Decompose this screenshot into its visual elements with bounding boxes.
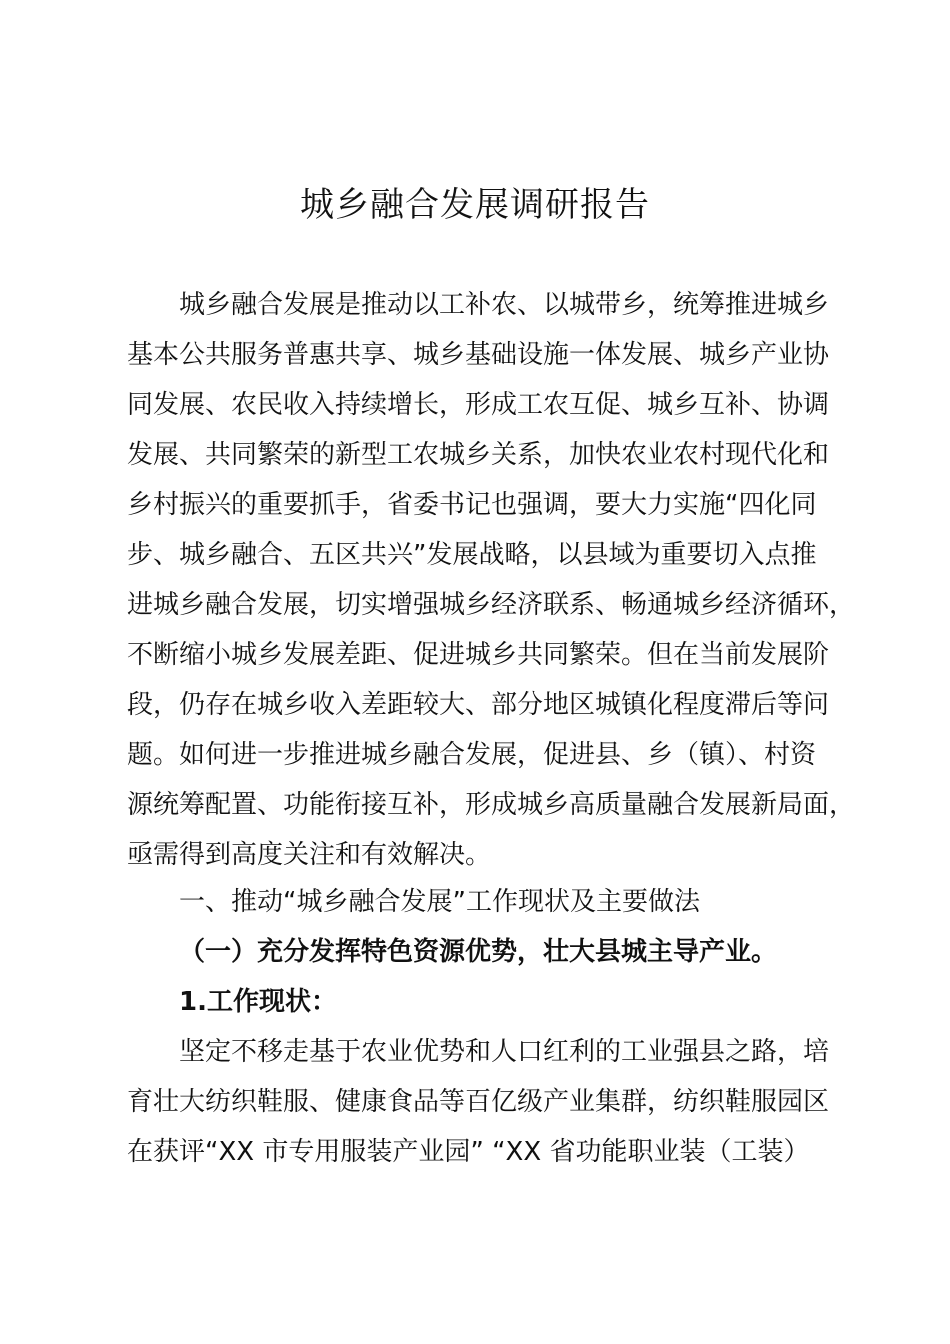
text-line: 题。如何进一步推进城乡融合发展，促进县、乡（镇）、村资 bbox=[127, 740, 817, 770]
text-line: 段，仍存在城乡收入差距较大、部分地区城镇化程度滞后等问 bbox=[127, 690, 830, 720]
text-line: 不断缩小城乡发展差距、促进城乡共同繁荣。但在当前发展阶 bbox=[127, 640, 830, 670]
text-line: 坚定不移走基于农业优势和人口红利的工业强县之路，培 bbox=[179, 1037, 830, 1067]
intro-paragraph bbox=[127, 280, 856, 880]
item-paragraph bbox=[127, 1027, 835, 1177]
text-line: 在获评“XX 市专用服装产业园” “XX 省功能职业装（工装） bbox=[127, 1137, 810, 1167]
document-title: 城乡融合发展调研报告 bbox=[300, 185, 650, 225]
text-line: 基本公共服务普惠共享、城乡基础设施一体发展、城乡产业协 bbox=[127, 340, 830, 370]
text-line: 乡村振兴的重要抓手，省委书记也强调，要大力实施“四化同 bbox=[127, 490, 817, 520]
text-line: 源统筹配置、功能衔接互补，形成城乡高质量融合发展新局面， bbox=[127, 790, 856, 820]
text-line: 步、城乡融合、五区共兴”发展战略，以县域为重要切入点推 bbox=[127, 540, 817, 570]
text-line: 育壮大纺织鞋服、健康食品等百亿级产业集群，纺织鞋服园区 bbox=[127, 1087, 830, 1117]
text-line: 进城乡融合发展，切实增强城乡经济联系、畅通城乡经济循环， bbox=[127, 590, 856, 620]
subsection-heading: （一）充分发挥特色资源优势，壮大县城主导产业。 bbox=[179, 937, 778, 967]
text-line: 城乡融合发展是推动以工补农、以城带乡，统筹推进城乡 bbox=[179, 290, 830, 320]
text-line: 亟需得到高度关注和有效解决。 bbox=[127, 840, 492, 870]
text-line: 同发展、农民收入持续增长，形成工农互促、城乡互补、协调 bbox=[127, 390, 830, 420]
section-heading: 一、推动“城乡融合发展”工作现状及主要做法 bbox=[179, 887, 700, 917]
text-line: 发展、共同繁荣的新型工农城乡关系，加快农业农村现代化和 bbox=[127, 440, 830, 470]
item-heading: 1.工作现状： bbox=[179, 987, 337, 1017]
